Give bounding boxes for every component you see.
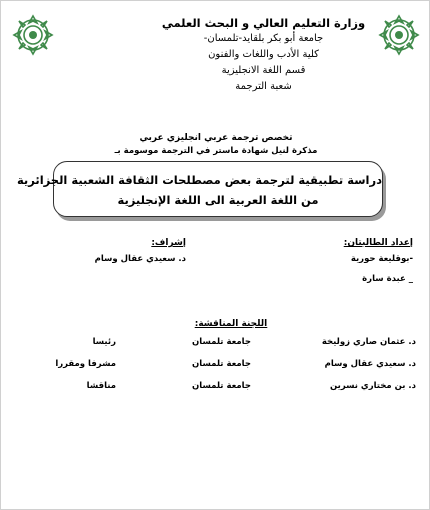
thesis-statement-line: مذكرة لنيل شهادة ماستر في الترجمة موسومة بـ	[114, 146, 318, 156]
committee-table	[21, 337, 416, 403]
member-institution: جامعة تلمسان	[192, 359, 251, 369]
supervisor-column	[46, 237, 186, 269]
thesis-title-line-2: من اللغة العربية الى اللغة الإنجليزية	[117, 193, 319, 207]
member-name: د. سعيدي عقال وسام	[324, 359, 416, 369]
committee-row	[21, 359, 416, 381]
ministry-name: وزارة التعليم العالي و البحث العلمي	[161, 16, 366, 30]
specialization-line: تخصص ترجمة عربي انجليزي عربي	[139, 133, 293, 143]
faculty-name: كلية الأدب واللغات والفنون	[208, 49, 319, 60]
member-role: مشرفا ومقررا	[55, 359, 116, 369]
department-name: قسم اللغة الانجليزية	[221, 65, 306, 76]
member-name: د. عثمان صاري زوليخة	[321, 337, 416, 347]
branch-name: شعبة الترجمة	[235, 81, 292, 92]
member-role: مناقشا	[86, 381, 116, 391]
university-name: جامعة أبو بكر بلقايد-تلمسان-	[203, 33, 324, 44]
degree-block	[81, 132, 351, 158]
supervisor-name: د. سعيدي عقال وسام	[94, 254, 186, 264]
thesis-title-box	[16, 161, 383, 217]
supervisor-label: إشراف:	[151, 238, 186, 248]
university-seal-icon	[11, 13, 55, 57]
students-label: إعداد الطالبتان:	[343, 238, 413, 248]
committee-row	[21, 337, 416, 359]
students-column	[273, 237, 413, 289]
thesis-title-line-1: دراسة تطبيقية لترجمة بعض مصطلحات الثقافة الشعبية الجزائرية	[16, 173, 382, 187]
student-name: _ عبدة سارة	[362, 274, 413, 284]
committee-title: اللجنة المناقشة:	[194, 319, 268, 329]
cover-header	[1, 7, 430, 167]
member-role: رئيسا	[92, 337, 116, 347]
member-institution: جامعة تلمسان	[192, 337, 251, 347]
student-name: -بوقليعة حورية	[350, 254, 413, 264]
institution-block	[131, 15, 396, 95]
member-name: د. بن مختاري نسرين	[329, 381, 416, 391]
authors-and-supervisor	[1, 237, 430, 297]
member-institution: جامعة تلمسان	[192, 381, 251, 391]
committee-row	[21, 381, 416, 403]
